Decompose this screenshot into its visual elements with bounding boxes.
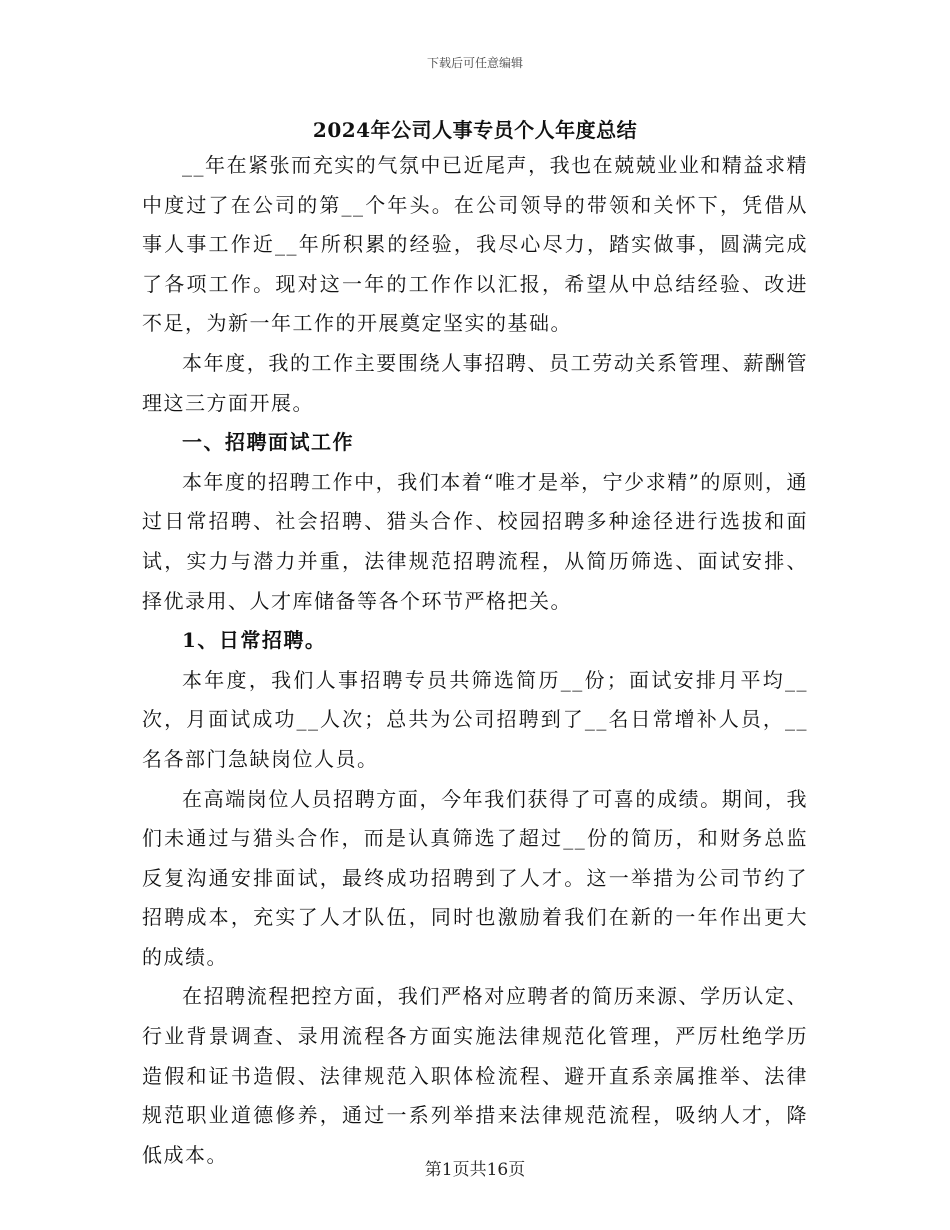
subsection-heading-daily-recruitment: 1、日常招聘。 (182, 628, 327, 653)
section-heading-recruitment: 一、招聘面试工作 (182, 430, 354, 455)
recruitment-overview-paragraph: 本年度的招聘工作中，我们本着“唯才是举，宁少求精”的原则，通过日常招聘、社会招聘、猎头合作、校园招聘多种途径进行选拔和面试，实力与潜力并重，法律规范招聘流程，从简历筛选、面试安排、择优录用、人才库储备等各个环节严格把关。 (142, 469, 808, 613)
daily-recruitment-paragraph: 本年度，我们人事招聘专员共筛选简历__份；面试安排月平均__次，月面试成功__人次；总共为公司招聘到了__名日常增补人员，__名各部门急缺岗位人员。 (142, 667, 808, 771)
page-number: 第1页共16页 (424, 1160, 526, 1180)
document-body (142, 146, 808, 1175)
senior-recruitment-paragraph: 在高端岗位人员招聘方面，今年我们获得了可喜的成绩。期间，我们未通过与猎头合作，而是认真筛选了超过__份的简历，和财务总监反复沟通安排面试，最终成功招聘到了人才。这一举措为公司节约了招聘成本，充实了人才队伍，同时也激励着我们在新的一年作出更大的成绩。 (142, 786, 808, 969)
scope-paragraph: 本年度，我的工作主要围绕人事招聘、员工劳动关系管理、薪酬管理这三方面开展。 (142, 350, 808, 415)
document-title: 2024年公司人事专员个人年度总结 (312, 118, 638, 142)
process-control-paragraph: 在招聘流程把控方面，我们严格对应聘者的简历来源、学历认定、行业背景调查、录用流程各方面实施法律规范化管理，严厉杜绝学历造假和证书造假、法律规范入职体检流程、避开直系亲属推举、法律规范职业道德修养，通过一系列举措来法律规范流程，吸纳人才，降低成本。 (142, 984, 808, 1167)
intro-paragraph: __年在紧张而充实的气氛中已近尾声，我也在兢兢业业和精益求精中度过了在公司的第__个年头。在公司领导的带领和关怀下，凭借从事人事工作近__年所积累的经验，我尽心尽力，踏实做事，圆满完成了各项工作。现对这一年的工作作以汇报，希望从中总结经验、改进不足，为新一年工作的开展奠定坚实的基础。 (142, 153, 808, 336)
header-note: 下载后可任意编辑 (426, 56, 523, 70)
